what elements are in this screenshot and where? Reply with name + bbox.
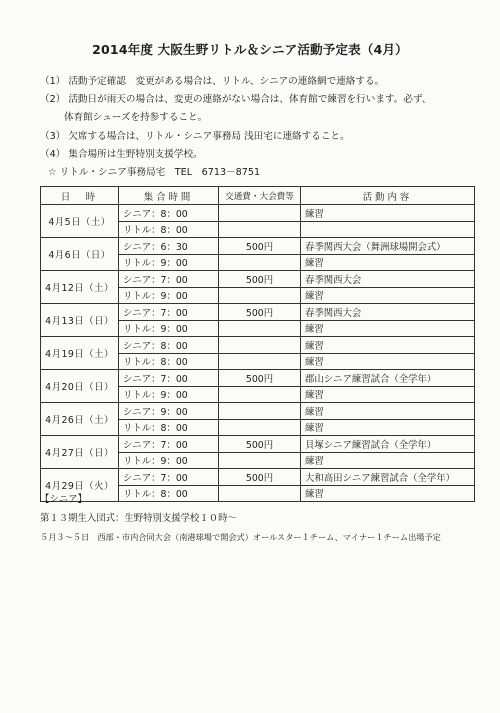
activity-cell: 練習 (301, 337, 475, 354)
activity-cell: 練習 (301, 353, 475, 370)
footer-line-2: ５月３～５日 西部・市内合同大会（南港球場で開会式）オールスター１チーム、マイナー１チーム出場予定 (40, 532, 441, 542)
activity-cell: 郡山シニア練習試合（全学年） (301, 370, 475, 387)
activity-cell: 春季関西大会 (301, 271, 475, 288)
footer-section (40, 490, 495, 547)
date-cell: 4月12日（土） (41, 271, 119, 304)
activity-cell: 練習 (301, 452, 475, 469)
date-cell: 4月5日（土） (41, 205, 119, 238)
office-contact: ☆ リトル・シニア事務局宅 TEL 6713－8751 (48, 167, 261, 179)
activity-cell: 大和高田シニア練習試合（全学年） (301, 469, 475, 486)
activity-cell (301, 221, 475, 238)
meeting-time-cell: リトル：9：00 (119, 386, 219, 403)
footer-heading: 【シニア】 (40, 494, 87, 505)
fee-cell (219, 254, 301, 271)
meeting-time-cell: シニア：6：30 (119, 238, 219, 255)
footer-line-1: 第１３期生入団式：生野特別支援学校１０時～ (40, 513, 237, 524)
schedule-table (40, 186, 475, 502)
table-row (41, 436, 475, 453)
activity-cell: 春季関西大会 (301, 304, 475, 321)
table-row (41, 205, 475, 222)
meeting-time-cell: リトル：9：00 (119, 320, 219, 337)
header-date: 日 時 (41, 187, 119, 205)
date-cell: 4月29日（火） (41, 469, 119, 502)
note-4: （4） 集合場所は生野特別支援学校。 (40, 148, 203, 160)
header-activity: 活動内容 (301, 187, 475, 205)
fee-cell (219, 386, 301, 403)
meeting-time-cell: シニア：7：00 (119, 304, 219, 321)
meeting-time-cell: リトル：8：00 (119, 485, 219, 502)
note-3: （3） 欠席する場合は、リトル・シニア事務局 浅田宅に連絡すること。 (40, 130, 350, 142)
fee-cell (219, 287, 301, 304)
meeting-time-cell: シニア：7：00 (119, 436, 219, 453)
date-cell: 4月19日（土） (41, 337, 119, 370)
activity-cell: 貝塚シニア練習試合（全学年） (301, 436, 475, 453)
meeting-time-cell: シニア：8：00 (119, 337, 219, 354)
activity-cell: 練習 (301, 403, 475, 420)
header-fees: 交通費・大会費等 (219, 187, 301, 205)
fee-cell: 500円 (219, 436, 301, 453)
fee-cell (219, 353, 301, 370)
activity-cell: 練習 (301, 287, 475, 304)
meeting-time-cell: リトル：8：00 (119, 221, 219, 238)
table-row (41, 337, 475, 354)
meeting-time-cell: シニア：7：00 (119, 469, 219, 486)
note-2-continued: 体育館シューズを持参すること。 (64, 112, 208, 124)
activity-cell: 練習 (301, 205, 475, 222)
activity-cell: 練習 (301, 320, 475, 337)
table-row (41, 403, 475, 420)
date-cell: 4月13日（日） (41, 304, 119, 337)
fee-cell: 500円 (219, 238, 301, 255)
fee-cell (219, 403, 301, 420)
note-1: （1） 活動予定確認 変更がある場合は、リトル、シニアの連絡網で連絡する。 (40, 76, 385, 87)
activity-cell: 練習 (301, 419, 475, 436)
activity-cell: 練習 (301, 386, 475, 403)
meeting-time-cell: リトル：9：00 (119, 287, 219, 304)
meeting-time-cell: シニア：8：00 (119, 205, 219, 222)
fee-cell (219, 205, 301, 222)
fee-cell: 500円 (219, 304, 301, 321)
table-row (41, 304, 475, 321)
meeting-time-cell: シニア：9：00 (119, 403, 219, 420)
table-row (41, 238, 475, 255)
fee-cell: 500円 (219, 469, 301, 486)
table-row (41, 370, 475, 387)
schedule-body (41, 205, 475, 502)
fee-cell: 500円 (219, 370, 301, 387)
meeting-time-cell: シニア：7：00 (119, 370, 219, 387)
document-title: 2014年度 大阪生野リトル＆シニア活動予定表（4月） (92, 42, 408, 57)
date-cell: 4月20日（日） (41, 370, 119, 403)
fee-cell (219, 452, 301, 469)
fee-cell: 500円 (219, 271, 301, 288)
table-row (41, 271, 475, 288)
activity-cell: 春季関西大会（舞洲球場開会式） (301, 238, 475, 255)
activity-cell: 練習 (301, 254, 475, 271)
notes-section (40, 73, 490, 182)
note-2: （2） 活動日が雨天の場合は、変更の連絡がない場合は、体育館で練習を行います。必ず、 (40, 94, 432, 106)
header-meeting-time: 集合時間 (119, 187, 219, 205)
meeting-time-cell: シニア：7：00 (119, 271, 219, 288)
meeting-time-cell: リトル：8：00 (119, 353, 219, 370)
fee-cell (219, 419, 301, 436)
fee-cell (219, 320, 301, 337)
date-cell: 4月6日（日） (41, 238, 119, 271)
fee-cell (219, 221, 301, 238)
date-cell: 4月27日（日） (41, 436, 119, 469)
meeting-time-cell: リトル：9：00 (119, 452, 219, 469)
fee-cell (219, 337, 301, 354)
meeting-time-cell: リトル：9：00 (119, 254, 219, 271)
table-header-row (41, 187, 475, 205)
meeting-time-cell: リトル：8：00 (119, 419, 219, 436)
activity-cell: 練習 (301, 485, 475, 502)
table-row (41, 469, 475, 486)
date-cell: 4月26日（土） (41, 403, 119, 436)
